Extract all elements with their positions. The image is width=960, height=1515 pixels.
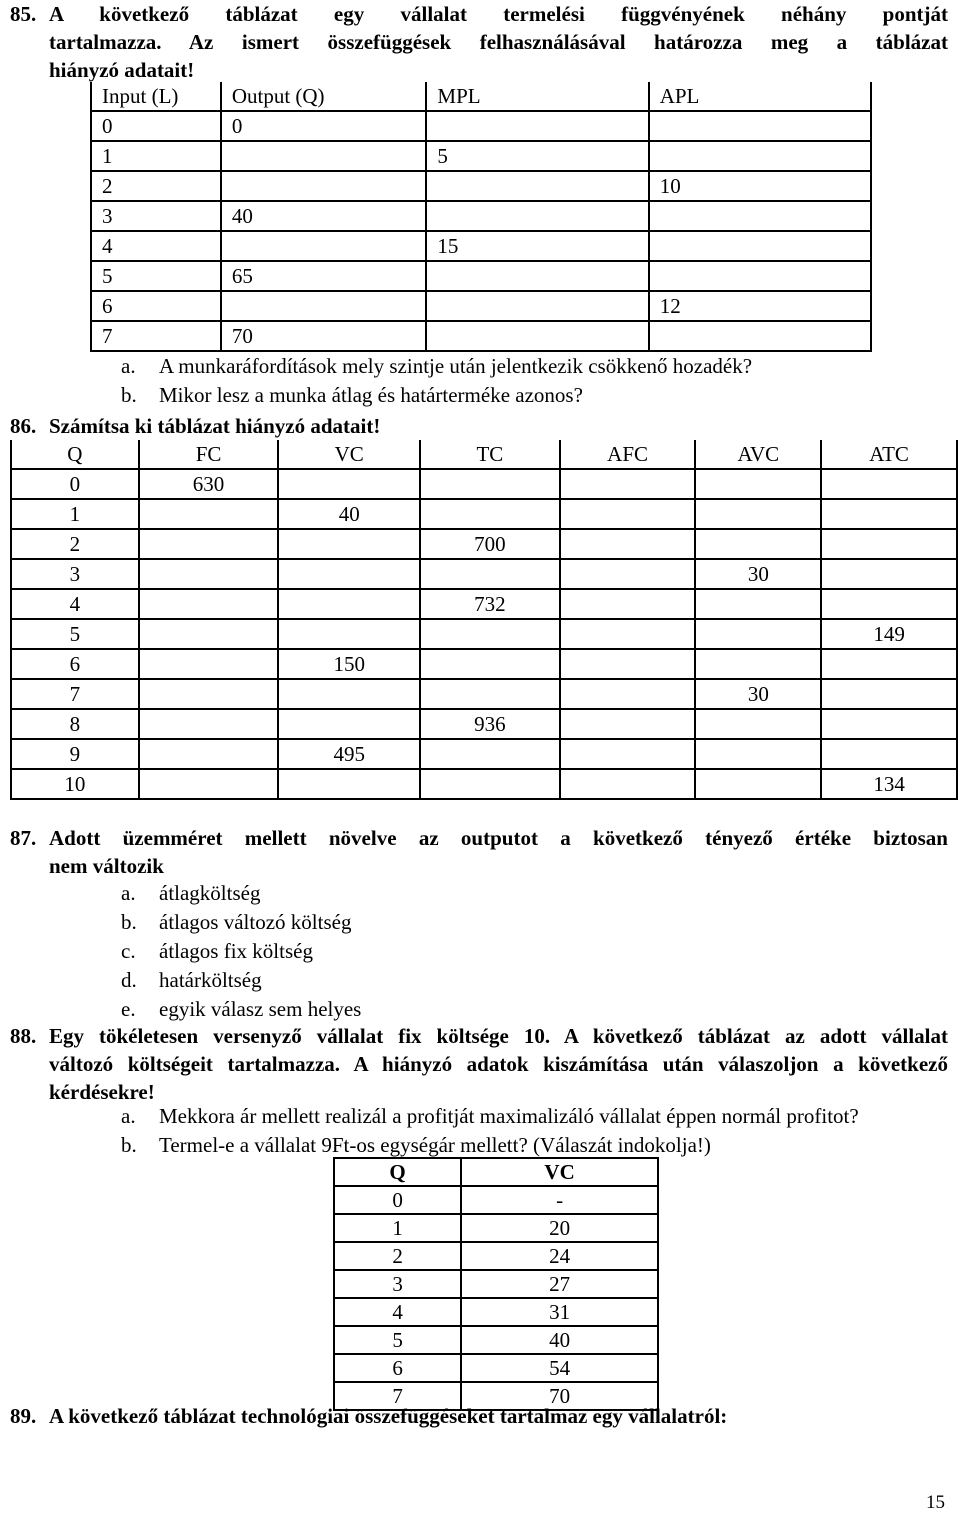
table-cell: 4 (334, 1298, 461, 1326)
table-cell: 2 (11, 529, 139, 559)
table-cell (139, 619, 279, 649)
table-cell: 3 (11, 559, 139, 589)
option-text: átlagköltség (159, 881, 261, 905)
option-text: átlagos fix költség (159, 939, 313, 963)
table-cell (426, 111, 648, 141)
table-cell (821, 679, 957, 709)
table-cell (695, 529, 821, 559)
table-cell: 5 (91, 261, 221, 291)
table-cell: 10 (11, 769, 139, 799)
table-cell (221, 291, 427, 321)
table-cell: 0 (91, 111, 221, 141)
table-row (11, 589, 957, 619)
question-number: 86. (10, 414, 37, 438)
option-text: egyik válasz sem helyes (159, 997, 362, 1021)
table-cell: 495 (278, 739, 420, 769)
table-cell: 149 (821, 619, 957, 649)
table-cell (560, 619, 696, 649)
table-cell: 134 (821, 769, 957, 799)
table-row (91, 201, 871, 231)
table-cell (695, 739, 821, 769)
option-letter: b. (121, 383, 137, 407)
question-text-line: változó költségeit tartalmazza. A hiányzó adatok kiszámítása után válaszoljon a következő (49, 1052, 948, 1076)
table-cell (821, 529, 957, 559)
table-cell: 31 (461, 1298, 658, 1326)
table-header-row (91, 82, 871, 111)
table-cell (139, 559, 279, 589)
table-cell: 6 (11, 649, 139, 679)
table-cell (426, 261, 648, 291)
table-cell (221, 231, 427, 261)
table-header-cell: Output (Q) (221, 82, 427, 111)
table-cell (278, 769, 420, 799)
table-cell: 4 (91, 231, 221, 261)
table-cell (560, 739, 696, 769)
table-cell (821, 469, 957, 499)
table-cell (278, 679, 420, 709)
table-cell: 3 (91, 201, 221, 231)
table-cell (821, 589, 957, 619)
table-row (334, 1354, 658, 1382)
table-cell (278, 709, 420, 739)
table-cell (139, 709, 279, 739)
table-cell (649, 321, 871, 351)
table-cell (695, 499, 821, 529)
option-letter: a. (121, 881, 136, 905)
question-number: 88. (10, 1024, 37, 1048)
table-cell: 20 (461, 1214, 658, 1242)
table-cell: 15 (426, 231, 648, 261)
table-row (11, 469, 957, 499)
table-row (334, 1326, 658, 1354)
question-text-line: A következő táblázat technológiai összefüggéseket tartalmaz egy vállalatról: (49, 1404, 728, 1428)
table-cell (821, 649, 957, 679)
table-header-cell: AVC (695, 440, 821, 469)
table-cell (420, 769, 560, 799)
production-table (90, 82, 872, 352)
table-row (91, 291, 871, 321)
table-cell: 630 (139, 469, 279, 499)
table-cell: 54 (461, 1354, 658, 1382)
table-cell: 70 (221, 321, 427, 351)
table-cell: 7 (334, 1382, 461, 1410)
table-header-cell: VC (278, 440, 420, 469)
option-text: A munkaráfordítások mely szintje után jelentkezik csökkenő hozadék? (159, 354, 753, 378)
table-cell (560, 469, 696, 499)
table-header-row (334, 1158, 658, 1186)
table-row (11, 619, 957, 649)
table-header-cell: MPL (426, 82, 648, 111)
table-cell (278, 619, 420, 649)
table-cell (821, 739, 957, 769)
option-text: határköltség (159, 968, 262, 992)
cost-table (10, 440, 958, 800)
table-row (11, 499, 957, 529)
option-letter: e. (121, 997, 136, 1021)
table-row (91, 231, 871, 261)
table-cell (560, 499, 696, 529)
question-text-line: tartalmazza. Az ismert összefüggések felhasználásával határozza meg a táblázat (49, 30, 948, 54)
table-cell: 30 (695, 559, 821, 589)
option-text: Mikor lesz a munka átlag és határterméke azonos? (159, 383, 583, 407)
table-cell: 40 (278, 499, 420, 529)
table-cell (139, 679, 279, 709)
option-text: Mekkora ár mellett realizál a profitját maximalizáló vállalat éppen normál profitot? (159, 1104, 859, 1128)
table-row (334, 1186, 658, 1214)
table-cell (139, 769, 279, 799)
table-cell: 5 (11, 619, 139, 649)
table-cell (278, 529, 420, 559)
table-row (91, 141, 871, 171)
table-cell: - (461, 1186, 658, 1214)
question-text-line: kérdésekre! (49, 1080, 155, 1104)
table-header-cell: FC (139, 440, 279, 469)
table-cell (649, 231, 871, 261)
table-cell (695, 469, 821, 499)
table-cell (560, 769, 696, 799)
table-cell (695, 619, 821, 649)
table-cell: 0 (334, 1186, 461, 1214)
table-cell (821, 499, 957, 529)
table-header-cell: VC (461, 1158, 658, 1186)
table-cell: 1 (334, 1214, 461, 1242)
table-cell (278, 559, 420, 589)
table-cell (221, 141, 427, 171)
table-cell (560, 559, 696, 589)
table-row (334, 1270, 658, 1298)
table-cell (420, 499, 560, 529)
table-row (11, 769, 957, 799)
table-cell: 10 (649, 171, 871, 201)
table-cell (221, 171, 427, 201)
table-cell: 0 (221, 111, 427, 141)
table-cell: 70 (461, 1382, 658, 1410)
table-cell (560, 529, 696, 559)
question-text-line: Számítsa ki táblázat hiányzó adatait! (49, 414, 381, 438)
table-cell (420, 619, 560, 649)
table-cell (560, 679, 696, 709)
table-cell: 700 (420, 529, 560, 559)
table-cell: 7 (11, 679, 139, 709)
table-row (11, 559, 957, 589)
option-letter: c. (121, 939, 136, 963)
table-row (11, 649, 957, 679)
table-cell (420, 649, 560, 679)
table-cell (420, 559, 560, 589)
question-number: 87. (10, 826, 37, 850)
table-cell (139, 739, 279, 769)
table-header-cell: TC (420, 440, 560, 469)
table-row (11, 529, 957, 559)
question-text-line: A következő táblázat egy vállalat termelési függvényének néhány pontját (49, 2, 948, 26)
table-cell (426, 171, 648, 201)
table-row (11, 739, 957, 769)
table-cell (695, 709, 821, 739)
table-cell (695, 769, 821, 799)
table-header-row (11, 440, 957, 469)
table-cell (695, 649, 821, 679)
question-number: 85. (10, 2, 37, 26)
option-letter: a. (121, 354, 136, 378)
question-text-line: Egy tökéletesen versenyző vállalat fix költsége 10. A következő táblázat az adott vállalat (49, 1024, 948, 1048)
table-cell (649, 141, 871, 171)
table-cell: 40 (461, 1326, 658, 1354)
table-header-cell: APL (649, 82, 871, 111)
table-cell (139, 649, 279, 679)
variable-cost-table (333, 1157, 659, 1411)
table-header-cell: Q (11, 440, 139, 469)
table-cell: 5 (334, 1326, 461, 1354)
table-row (91, 261, 871, 291)
table-cell (420, 739, 560, 769)
table-cell: 3 (334, 1270, 461, 1298)
table-row (91, 321, 871, 351)
table-cell (420, 469, 560, 499)
table-row (11, 709, 957, 739)
table-header-cell: Q (334, 1158, 461, 1186)
table-cell: 150 (278, 649, 420, 679)
table-cell: 6 (91, 291, 221, 321)
table-row (334, 1298, 658, 1326)
page-number: 15 (926, 1492, 945, 1513)
table-cell (426, 321, 648, 351)
question-text-line: Adott üzemméret mellett növelve az outputot a következő tényező értéke biztosan (49, 826, 948, 850)
table-cell: 0 (11, 469, 139, 499)
table-cell: 7 (91, 321, 221, 351)
table-row (334, 1214, 658, 1242)
table-cell (560, 589, 696, 619)
table-cell: 2 (91, 171, 221, 201)
table-row (91, 171, 871, 201)
table-header-cell: AFC (560, 440, 696, 469)
table-row (11, 679, 957, 709)
table-cell (649, 201, 871, 231)
table-cell (695, 589, 821, 619)
table-cell (821, 709, 957, 739)
table-cell: 1 (11, 499, 139, 529)
question-text-line: nem változik (49, 854, 164, 878)
table-cell (560, 709, 696, 739)
table-cell (278, 589, 420, 619)
table-cell: 30 (695, 679, 821, 709)
table-cell (139, 529, 279, 559)
table-row (91, 111, 871, 141)
table-cell: 8 (11, 709, 139, 739)
option-letter: a. (121, 1104, 136, 1128)
table-cell: 24 (461, 1242, 658, 1270)
table-cell (426, 291, 648, 321)
table-cell: 12 (649, 291, 871, 321)
table-cell: 1 (91, 141, 221, 171)
table-cell: 936 (420, 709, 560, 739)
option-letter: b. (121, 910, 137, 934)
table-header-cell: ATC (821, 440, 957, 469)
table-cell: 27 (461, 1270, 658, 1298)
table-cell (278, 469, 420, 499)
option-letter: b. (121, 1133, 137, 1157)
table-cell: 5 (426, 141, 648, 171)
table-cell: 732 (420, 589, 560, 619)
table-cell (420, 679, 560, 709)
table-cell: 2 (334, 1242, 461, 1270)
table-cell: 4 (11, 589, 139, 619)
option-text: Termel-e a vállalat 9Ft-os egységár mellett? (Válaszát indokolja!) (159, 1133, 711, 1157)
table-header-cell: Input (L) (91, 82, 221, 111)
option-text: átlagos változó költség (159, 910, 352, 934)
table-cell (649, 261, 871, 291)
table-cell (821, 559, 957, 589)
question-text-line: hiányzó adatait! (49, 58, 195, 82)
table-row (334, 1242, 658, 1270)
table-cell (426, 201, 648, 231)
table-cell (139, 589, 279, 619)
table-cell: 9 (11, 739, 139, 769)
option-letter: d. (121, 968, 137, 992)
table-cell (139, 499, 279, 529)
question-number: 89. (10, 1404, 37, 1428)
table-cell: 40 (221, 201, 427, 231)
table-cell: 6 (334, 1354, 461, 1382)
table-cell (560, 649, 696, 679)
table-cell (649, 111, 871, 141)
table-cell: 65 (221, 261, 427, 291)
